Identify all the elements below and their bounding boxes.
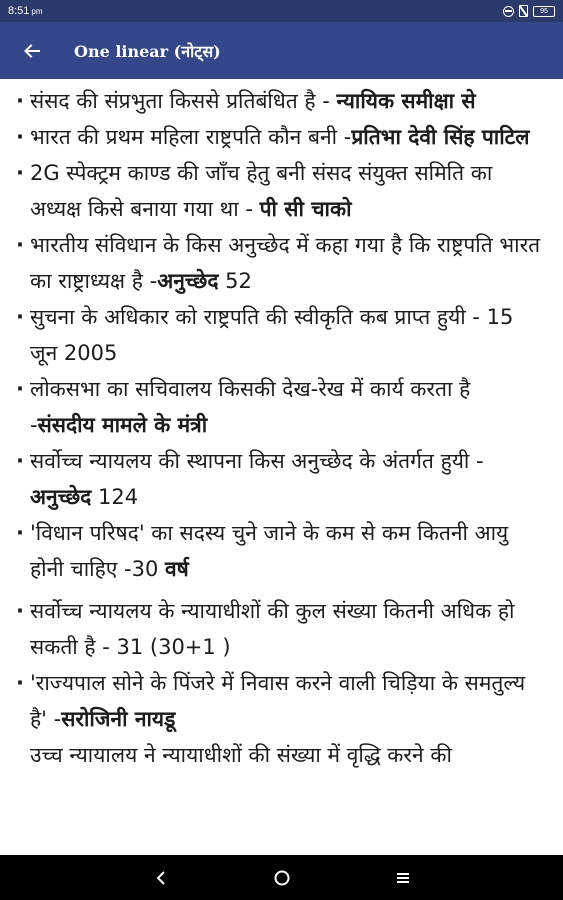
partial-list-item: उच्च न्यायालय ने न्यायाधीशों की संख्या में वृद्धि करने की	[30, 743, 452, 767]
status-bar	[0, 0, 563, 22]
no-sim-icon	[519, 5, 528, 17]
app-bar	[0, 22, 563, 79]
recents-nav-button[interactable]	[383, 858, 423, 898]
list-item: · संसद की संप्रभुता किससे प्रतिबंधित है - न्यायिक समीक्षा से	[14, 83, 541, 119]
list-item: · सर्वोच्च न्यायलय के न्यायाधीशों की कुल संख्या कितनी अधिक हो सकती है - 31 (30+1 )	[14, 593, 541, 665]
chevron-left-icon	[154, 870, 168, 886]
list-item: · सुचना के अधिकार को राष्ट्रपति की स्वीकृति कब प्राप्त हुयी - 15 जून 2005	[14, 299, 541, 371]
notes-list[interactable]	[0, 79, 563, 855]
home-circle-icon	[273, 869, 291, 887]
system-nav-bar	[0, 855, 563, 900]
back-nav-button[interactable]	[141, 858, 181, 898]
list-item: · भारत की प्रथम महिला राष्ट्रपति कौन बनी -प्रतिभा देवी सिंह पाटिल	[14, 119, 541, 155]
list-item: · भारतीय संविधान के किस अनुच्छेद में कहा गया है कि राष्ट्रपति भारत का राष्ट्राध्यक्ष है -अनुच्छेद 52	[14, 227, 541, 299]
status-time: 8:51 pm	[8, 5, 43, 17]
arrow-left-icon	[23, 42, 41, 60]
list-item: · 'राज्यपाल सोने के पिंजरे में निवास करने वाली चिड़िया के समतुल्य है' -सरोजिनी नायडू	[14, 665, 541, 737]
list-item: · 2G स्पेक्ट्रम काण्ड की जाँच हेतु बनी संसद संयुक्त समिति का अध्यक्ष किसे बनाया गया था - पी सी चाको	[14, 155, 541, 227]
do-not-disturb-icon	[503, 6, 514, 17]
menu-lines-icon	[395, 871, 411, 885]
list-item: · सर्वोच्च न्यायलय की स्थापना किस अनुच्छेद के अंतर्गत हुयी - अनुच्छेद 124	[14, 443, 541, 515]
back-button[interactable]	[0, 22, 64, 79]
home-nav-button[interactable]	[262, 858, 302, 898]
battery-icon: 95	[533, 6, 555, 17]
page-title: One linear (नोट्स)	[74, 41, 221, 61]
list-item: · लोकसभा का सचिवालय किसकी देख-रेख में कार्य करता है -संसदीय मामले के मंत्री	[14, 371, 541, 443]
list-item: · 'विधान परिषद' का सदस्य चुने जाने के कम से कम कितनी आयु होनी चाहिए -30 वर्ष	[14, 515, 541, 587]
